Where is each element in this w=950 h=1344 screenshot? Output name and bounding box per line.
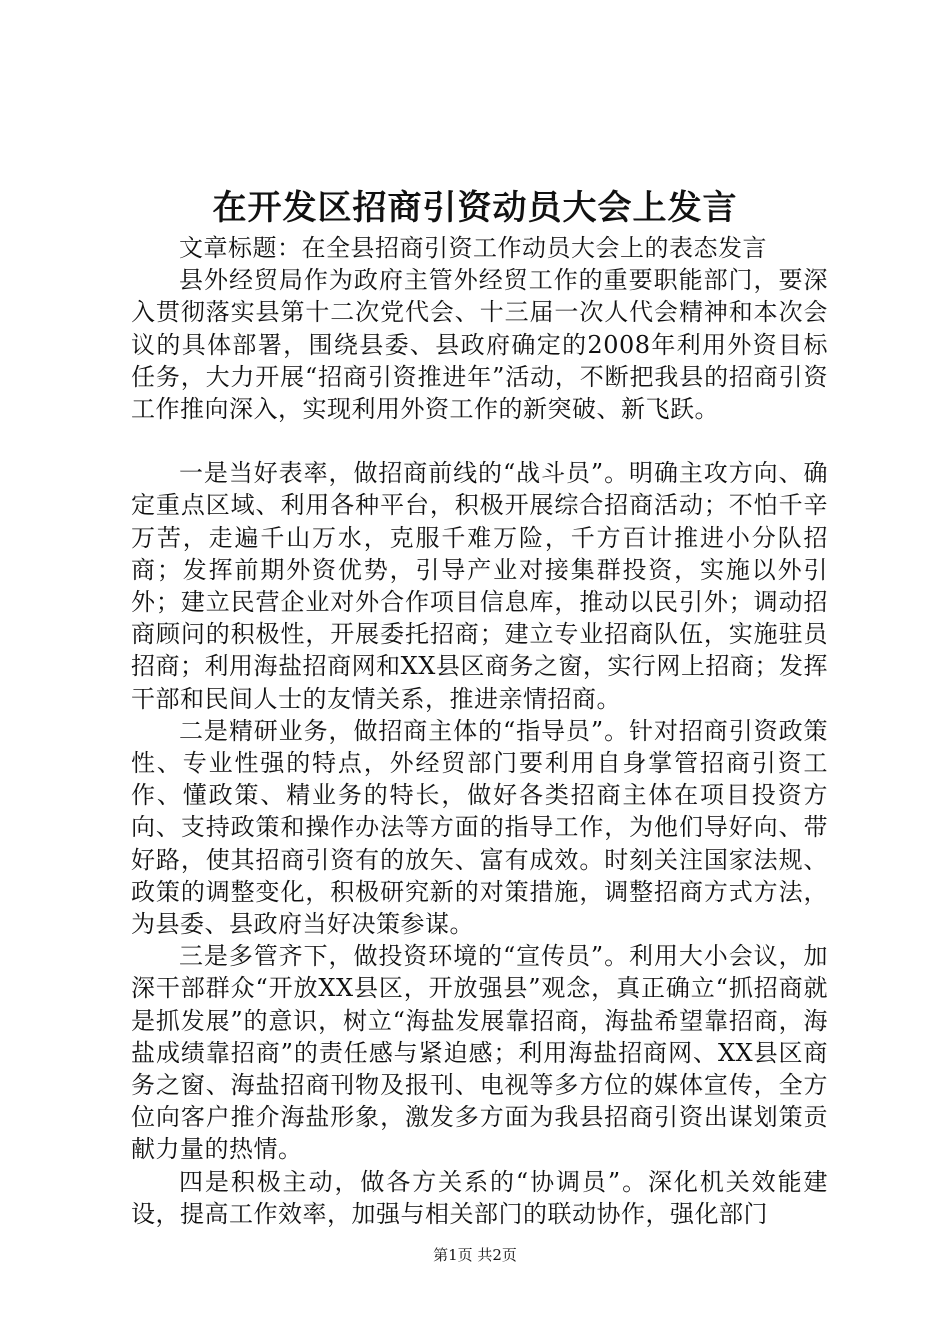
body-paragraph: 二是精研业务，做招商主体的“指导员”。针对招商引资政策性、专业性强的特点，外经贸部门要利用自身掌管招商引资工作、懂政策、精业务的特长，做好各类招商主体在项目投资方向、支持政策和操作办法等方面的指导工作，为他们导好向、带好路，使其招商引资有的放矢、富有成效。时刻关注国家法规、政策的调整变化，积极研究新的对策措施，调整招商方式方法，为县委、县政府当好决策参谋。 xyxy=(131,716,828,939)
body-paragraph: 三是多管齐下，做投资环境的“宣传员”。利用大小会议，加深干部群众“开放XX县区，开放强县”观念，真正确立“抓招商就是抓发展”的意识，树立“海盐发展靠招商，海盐希望靠招商，海盐成绩靠招商”的责任感与紧迫感；利用海盐招商网、XX县区商务之窗、海盐招商刊物及报刊、电视等多方位的媒体宣传，全方位向客户推介海盐形象，激发多方面为我县招商引资出谋划策贡献力量的热情。 xyxy=(131,942,828,1164)
body-paragraph: 四是积极主动，做各方关系的“协调员”。深化机关效能建设，提高工作效率，加强与相关部门的联动协作，强化部门 xyxy=(131,1167,828,1228)
article-subtitle: 文章标题：在全县招商引资工作动员大会上的表态发言 xyxy=(179,234,767,262)
document-title: 在开发区招商引资动员大会上发言 xyxy=(212,188,738,228)
page-footer: 第1页 共2页 xyxy=(433,1246,517,1264)
paragraph-gap xyxy=(131,425,828,457)
body-paragraph: 县外经贸局作为政府主管外经贸工作的重要职能部门，要深入贯彻落实县第十二次党代会、十三届一次人代会精神和本次会议的具体部署，围绕县委、县政府确定的2008年利用外资目标任务，大力开展“招商引资推进年”活动，不断把我县的招商引资工作推向深入，实现利用外资工作的新突破、新飞跃。 xyxy=(131,266,828,424)
document-body xyxy=(131,232,828,1230)
body-paragraph: 一是当好表率，做招商前线的“战斗员”。明确主攻方向、确定重点区域、利用各种平台，积极开展综合招商活动；不怕千辛万苦，走遍千山万水，克服千难万险，千方百计推进小分队招商；发挥前期外资优势，引导产业对接集群投资，实施以外引外；建立民营企业对外合作项目信息库，推动以民引外；调动招商顾问的积极性，开展委托招商；建立专业招商队伍，实施驻员招商；利用海盐招商网和XX县区商务之窗，实行网上招商；发挥干部和民间人士的友情关系，推进亲情招商。 xyxy=(131,459,828,713)
